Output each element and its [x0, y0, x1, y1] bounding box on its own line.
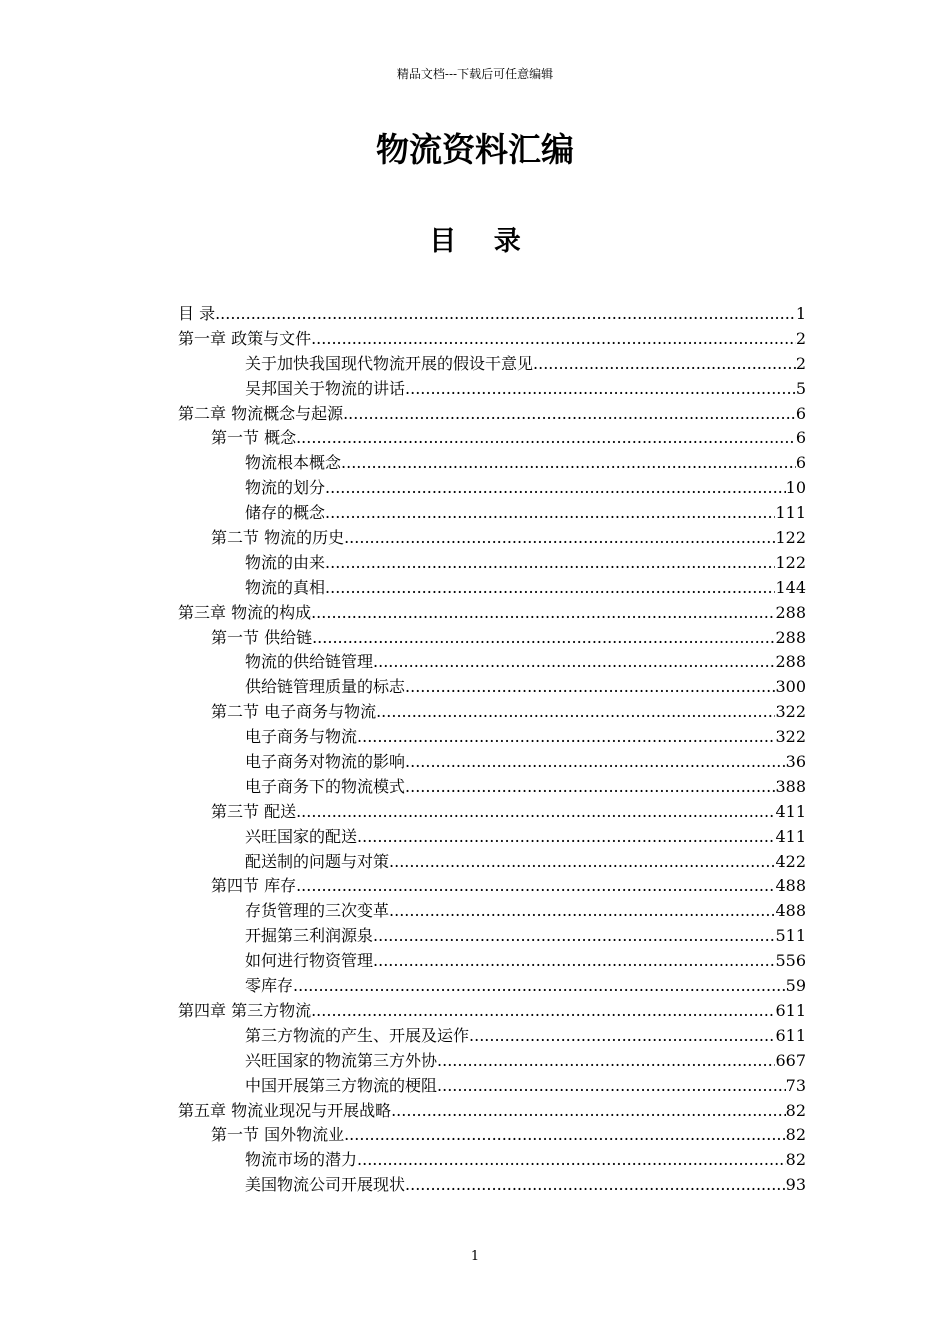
toc-entry[interactable]	[178, 800, 806, 825]
toc-entry-page: 82	[785, 1150, 806, 1170]
toc-entry[interactable]	[178, 850, 806, 875]
toc-entry[interactable]	[178, 551, 806, 576]
toc-entry-page: 488	[775, 876, 806, 896]
toc-dot-leader	[215, 302, 796, 327]
toc-entry-title: 第一节 概念	[211, 428, 297, 448]
toc-entry[interactable]	[178, 899, 806, 924]
toc-dot-leader	[325, 501, 775, 526]
toc-entry[interactable]	[178, 949, 806, 974]
toc-dot-leader	[296, 426, 796, 451]
toc-entry-page: 6	[795, 403, 806, 423]
toc-entry-page: 611	[775, 1025, 806, 1045]
toc-entry-title: 物流市场的潜力	[245, 1150, 358, 1170]
toc-dot-leader	[325, 576, 775, 601]
toc-dot-leader	[373, 924, 775, 949]
toc-entry[interactable]	[178, 327, 806, 352]
toc-entry[interactable]	[178, 1074, 806, 1099]
toc-entry[interactable]	[178, 626, 806, 651]
toc-entry-title: 电子商务对物流的影响	[245, 752, 406, 772]
toc-entry-title: 如何进行物资管理	[245, 951, 374, 971]
toc-entry-title: 物流的划分	[245, 478, 326, 498]
toc-entry-page: 556	[775, 951, 806, 971]
toc-entry[interactable]	[178, 1123, 806, 1148]
toc-entry-page: 288	[775, 652, 806, 672]
toc-entry[interactable]	[178, 650, 806, 675]
toc-entry[interactable]	[178, 700, 806, 725]
toc-entry-title: 供给链管理质量的标志	[245, 677, 406, 697]
toc-entry-title: 配送制的问题与对策	[245, 851, 390, 871]
toc-entry-title: 兴旺国家的配送	[245, 826, 358, 846]
toc-entry-page: 59	[785, 976, 806, 996]
toc-entry-page: 288	[775, 627, 806, 647]
toc-entry[interactable]	[178, 476, 806, 501]
toc-dot-leader	[373, 949, 775, 974]
toc-entry-page: 10	[785, 478, 806, 498]
toc-entry-page: 82	[785, 1125, 806, 1145]
toc-entry[interactable]	[178, 426, 806, 451]
toc-entry-title: 第一节 供给链	[211, 627, 313, 647]
toc-entry-page: 322	[775, 702, 806, 722]
toc-dot-leader	[343, 402, 796, 427]
toc-entry-title: 储存的概念	[245, 503, 326, 523]
toc-dot-leader	[405, 377, 796, 402]
toc-entry-page: 411	[775, 801, 806, 821]
toc-entry-title: 物流的供给链管理	[245, 652, 374, 672]
toc-dot-leader	[296, 874, 775, 899]
toc-entry[interactable]	[178, 775, 806, 800]
toc-dot-leader	[312, 626, 775, 651]
toc-entry-page: 122	[775, 552, 806, 572]
toc-entry[interactable]	[178, 1173, 806, 1198]
toc-entry-title: 第一节 国外物流业	[211, 1125, 345, 1145]
toc-entry-page: 82	[785, 1100, 806, 1120]
toc-dot-leader	[405, 1173, 786, 1198]
toc-entry-page: 73	[785, 1075, 806, 1095]
toc-entry-page: 422	[775, 851, 806, 871]
toc-entry-title: 第三方物流的产生、开展及运作	[245, 1025, 470, 1045]
toc-dot-leader	[405, 675, 775, 700]
toc-dot-leader	[311, 999, 775, 1024]
toc-entry-page: 144	[775, 577, 806, 597]
toc-entry-title: 物流根本概念	[245, 453, 342, 473]
toc-dot-leader	[469, 1024, 775, 1049]
toc-dot-leader	[533, 352, 796, 377]
toc-dot-leader	[437, 1074, 786, 1099]
toc-entry-page: 93	[785, 1175, 806, 1195]
toc-entry-title: 第三节 配送	[211, 801, 297, 821]
toc-dot-leader	[405, 750, 786, 775]
toc-entry-title: 物流的真相	[245, 577, 326, 597]
toc-entry-page: 36	[785, 752, 806, 772]
toc-entry[interactable]	[178, 924, 806, 949]
toc-entry-page: 322	[775, 727, 806, 747]
toc-dot-leader	[389, 899, 775, 924]
toc-dot-leader	[437, 1049, 775, 1074]
toc-entry-page: 6	[795, 428, 806, 448]
toc-dot-leader	[341, 451, 796, 476]
toc-dot-leader	[344, 526, 775, 551]
toc-entry[interactable]	[178, 1148, 806, 1173]
toc-dot-leader	[405, 775, 775, 800]
toc-entry[interactable]	[178, 352, 806, 377]
table-of-contents	[178, 302, 806, 1198]
toc-entry-page: 288	[775, 602, 806, 622]
toc-entry[interactable]	[178, 526, 806, 551]
toc-entry-page: 6	[795, 453, 806, 473]
toc-entry-page: 388	[775, 776, 806, 796]
toc-entry[interactable]	[178, 1099, 806, 1124]
toc-entry[interactable]	[178, 402, 806, 427]
toc-entry[interactable]	[178, 576, 806, 601]
toc-heading: 目 录	[429, 226, 535, 257]
toc-entry[interactable]	[178, 874, 806, 899]
toc-entry-title: 第二章 物流概念与起源	[178, 403, 344, 423]
toc-entry-title: 第一章 政策与文件	[178, 328, 312, 348]
document-title: 物流资料汇编	[376, 130, 574, 169]
page-number: 1	[470, 1249, 480, 1264]
toc-entry-title: 零库存	[245, 976, 294, 996]
toc-entry-title: 开掘第三利润源泉	[245, 926, 374, 946]
toc-entry-page: 611	[775, 1000, 806, 1020]
toc-entry-title: 关于加快我国现代物流开展的假设干意见	[245, 353, 534, 373]
toc-entry-title: 美国物流公司开展现状	[245, 1175, 406, 1195]
toc-entry-title: 第二节 电子商务与物流	[211, 702, 377, 722]
toc-dot-leader	[389, 850, 775, 875]
toc-entry-page: 111	[775, 503, 806, 523]
toc-entry-page: 300	[775, 677, 806, 697]
toc-dot-leader	[293, 974, 786, 999]
toc-entry[interactable]	[178, 451, 806, 476]
toc-entry[interactable]	[178, 725, 806, 750]
toc-entry[interactable]	[178, 825, 806, 850]
toc-entry[interactable]	[178, 1049, 806, 1074]
toc-entry[interactable]	[178, 601, 806, 626]
toc-entry[interactable]	[178, 377, 806, 402]
toc-dot-leader	[357, 725, 775, 750]
toc-dot-leader	[296, 800, 775, 825]
toc-entry[interactable]	[178, 974, 806, 999]
toc-dot-leader	[373, 650, 775, 675]
toc-entry-title: 中国开展第三方物流的梗阻	[245, 1075, 438, 1095]
toc-entry-page: 411	[775, 826, 806, 846]
toc-entry-title: 目 录	[178, 304, 216, 323]
toc-entry-page: 122	[775, 528, 806, 548]
toc-entry-page: 5	[795, 378, 806, 398]
toc-entry-title: 物流的由来	[245, 552, 326, 572]
toc-entry[interactable]	[178, 501, 806, 526]
toc-entry-title: 兴旺国家的物流第三方外协	[245, 1050, 438, 1070]
toc-entry-title: 第二节 物流的历史	[211, 528, 345, 548]
toc-entry[interactable]	[178, 750, 806, 775]
toc-entry[interactable]	[178, 675, 806, 700]
toc-entry-title: 吴邦国关于物流的讲话	[245, 378, 406, 398]
toc-entry-title: 存货管理的三次变革	[245, 901, 390, 921]
toc-dot-leader	[391, 1099, 786, 1124]
toc-entry-page: 511	[775, 926, 806, 946]
toc-dot-leader	[325, 551, 775, 576]
toc-dot-leader	[344, 1123, 786, 1148]
toc-entry-title: 电子商务与物流	[245, 727, 358, 747]
toc-entry[interactable]	[178, 302, 806, 327]
toc-dot-leader	[311, 601, 775, 626]
toc-entry-title: 电子商务下的物流模式	[245, 776, 406, 796]
toc-entry[interactable]	[178, 999, 806, 1024]
toc-dot-leader	[376, 700, 775, 725]
toc-entry-page: 2	[795, 353, 806, 373]
toc-dot-leader	[357, 825, 775, 850]
toc-dot-leader	[325, 476, 786, 501]
toc-entry[interactable]	[178, 1024, 806, 1049]
toc-entry-page: 667	[775, 1050, 806, 1070]
page-header: 精品文档---下载后可任意编辑	[396, 67, 554, 81]
toc-entry-page: 2	[795, 328, 806, 348]
toc-dot-leader	[311, 327, 796, 352]
toc-entry-page: 1	[795, 304, 806, 323]
toc-entry-page: 488	[775, 901, 806, 921]
toc-entry-title: 第五章 物流业现况与开展战略	[178, 1100, 392, 1120]
toc-dot-leader	[357, 1148, 786, 1173]
toc-entry-title: 第四章 第三方物流	[178, 1000, 312, 1020]
toc-entry-title: 第四节 库存	[211, 876, 297, 896]
toc-entry-title: 第三章 物流的构成	[178, 602, 312, 622]
